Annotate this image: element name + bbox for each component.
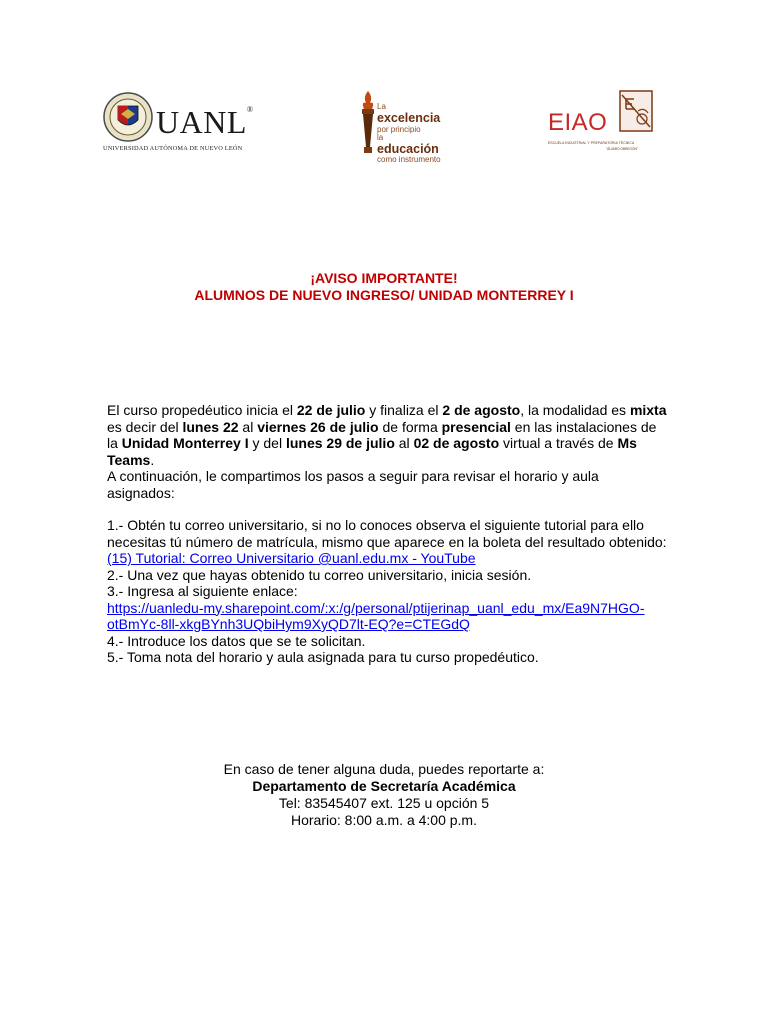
steps-list [107,517,667,666]
notice-title: ¡AVISO IMPORTANTE! [310,270,458,286]
torch-icon [357,89,379,155]
eiao-subtitle: ESCUELA INDUSTRIAL Y PREPARATORIA TÉCNICA [548,141,635,145]
eiao-wordmark: EIAO [548,109,608,136]
motto-line-5: educación [377,141,439,156]
contact-intro: En caso de tener alguna duda, puedes reportarte a: [223,761,545,777]
sharepoint-link-part-2[interactable]: otBmYc-8ll-xkgBYnh3UQbiHym9XyQD7lt-EQ?e=CTEGdQ [107,616,470,632]
uanl-subtitle: UNIVERSIDAD AUTÓNOMA DE NUEVO LEÓN [103,145,243,152]
eiao-logo [546,89,658,155]
uanl-seal-icon [103,92,153,142]
uanl-wordmark: UANL® [156,104,254,140]
motto-line-3: por principio [377,124,421,134]
step-3: 3.- Ingresa al siguiente enlace: [107,583,298,599]
motto-line-4: la [377,132,384,142]
contact-department: Departamento de Secretaría Académica [252,778,516,794]
torch-motto-logo [357,89,457,164]
step-4: 4.- Introduce los datos que se te solicitan. [107,632,366,649]
motto-line-6: como instrumento [377,155,441,164]
continuation-paragraph: A continuación, le compartimos los pasos a seguir para revisar el horario y aula asignados: [107,468,599,501]
contact-phone: Tel: 83545407 ext. 125 u opción 5 [278,795,490,811]
intro-paragraph: El curso propedéutico inicia el 22 de julio y finaliza el 2 de agosto, la modalidad es mixta es decir del lunes 22 al viernes 26 de julio de forma presencial en las instalaciones de la Unidad Monterrey I y del lunes 29 de julio al 02 de agosto virtual a través de Ms Teams. [107,402,667,468]
youtube-tutorial-link[interactable]: (15) Tutorial: Correo Universitario @uanl.edu.mx - YouTube [107,550,476,566]
step-2: 2.- Una vez que hayas obtenido tu correo universitario, inicia sesión. [107,566,532,583]
eiao-emblem-icon [618,89,654,133]
uanl-logo [103,92,263,154]
step-5: 5.- Toma nota del horario y aula asignada para tu curso propedéutico. [107,649,539,665]
sharepoint-link-part-1[interactable]: https://uanledu-my.sharepoint.com/:x:/g/personal/ptijerinap_uanl_edu_mx/Ea9N7HGO- [107,599,645,616]
eiao-subtitle-2: "ÁLVARO OBREGÓN" [606,147,638,151]
contact-hours: Horario: 8:00 a.m. a 4:00 p.m. [291,812,477,828]
torch-motto [377,103,441,164]
notice-subtitle: ALUMNOS DE NUEVO INGRESO/ UNIDAD MONTERREY I [194,287,574,303]
motto-line-2: excelencia [377,111,441,125]
motto-line-1: La [377,102,386,111]
step-1-line-a: 1.- Obtén tu correo universitario, si no lo conoces observa el siguiente tutorial para ello [107,517,644,533]
step-1-line-b: necesitas tú número de matrícula, mismo que aparece en la boleta del resultado obtenido: [107,533,667,550]
